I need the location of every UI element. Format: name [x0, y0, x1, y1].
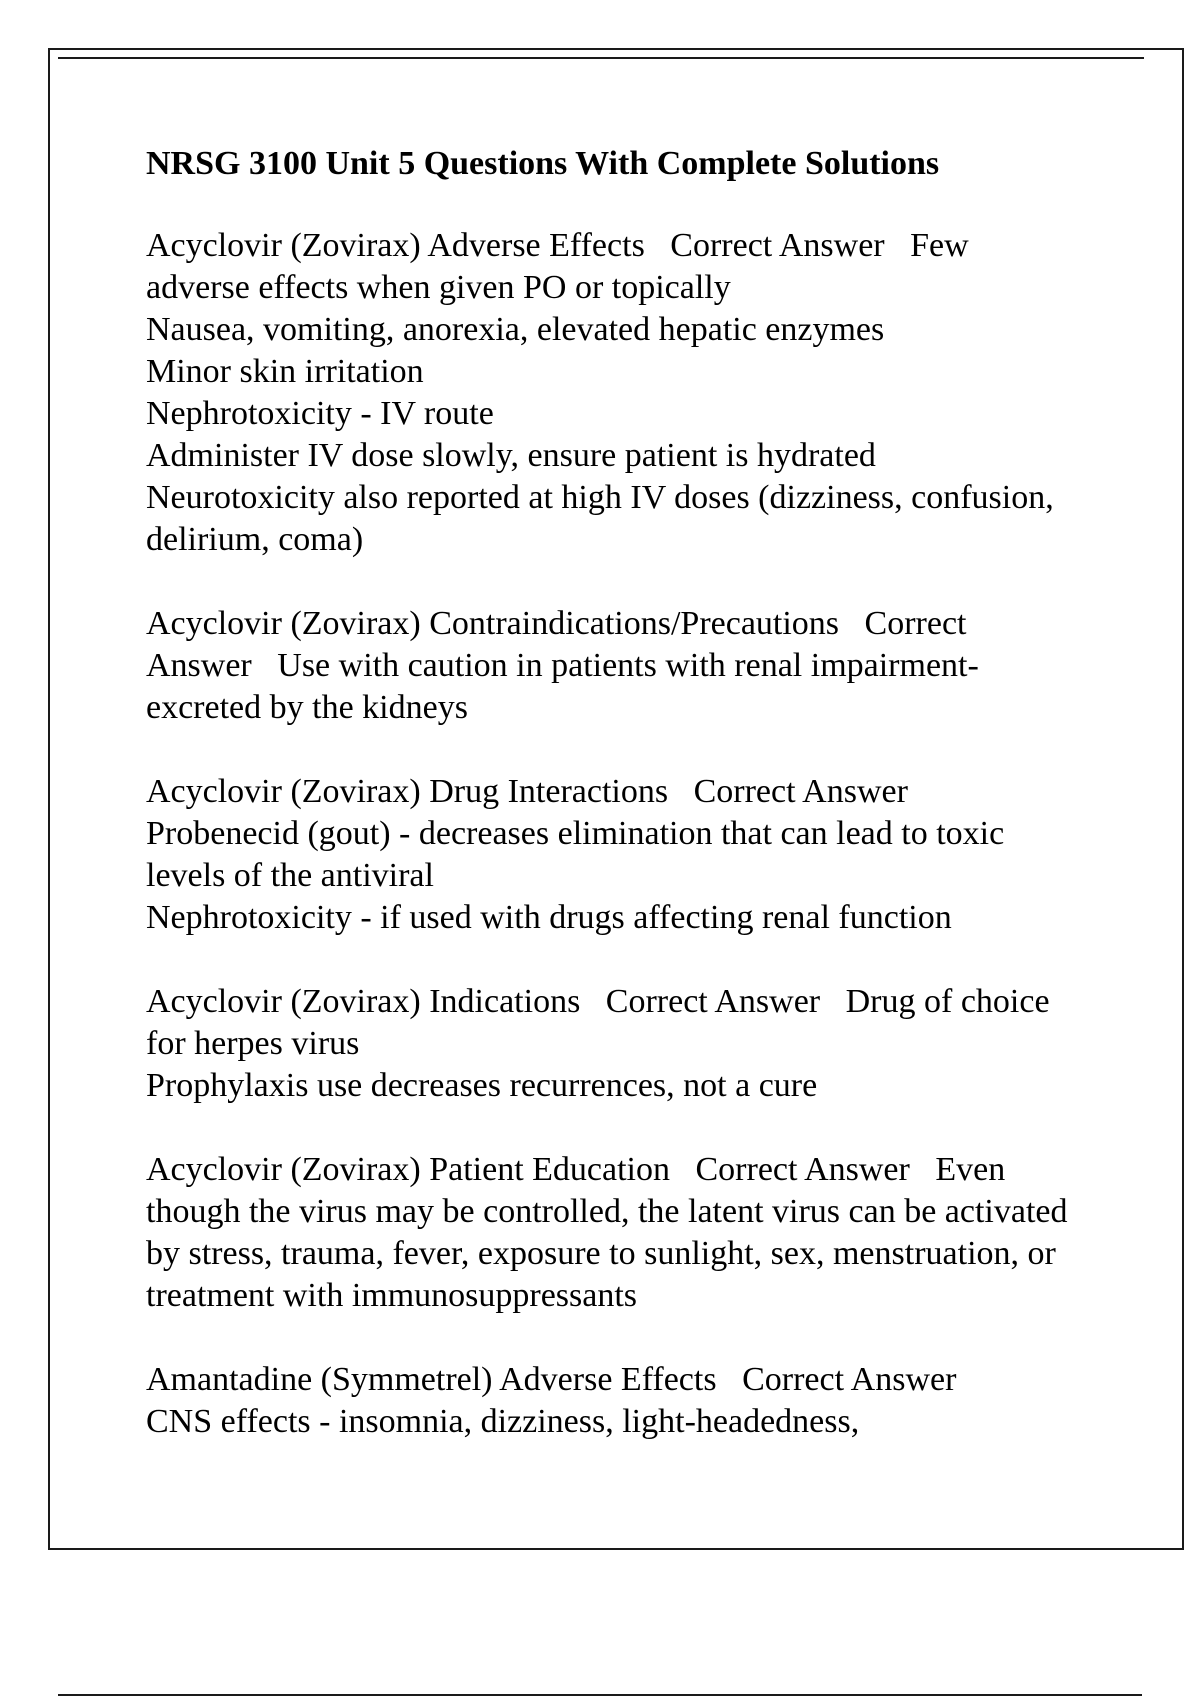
qa-entry [146, 1359, 1076, 1443]
qa-question [146, 1149, 1076, 1317]
answer-line: Prophylaxis use decreases recurrences, not a cure [146, 1067, 818, 1104]
answer-line: Nephrotoxicity - if used with drugs affecting renal function [146, 899, 952, 936]
qa-question [146, 981, 1076, 1065]
bottom-rule [58, 1694, 1142, 1696]
qa-entry [146, 603, 1076, 729]
document-body [146, 143, 1076, 1485]
top-rule [58, 57, 1144, 59]
answer-line: Probenecid (gout) - decreases elimination that can lead to toxic levels of the antiviral [146, 815, 1005, 894]
qa-question [146, 1359, 1076, 1401]
answer-line: Drug of choice for herpes virus [146, 983, 1050, 1062]
question-term: Acyclovir (Zovirax) Drug Interactions [146, 773, 669, 810]
document-title: NRSG 3100 Unit 5 Questions With Complete Solutions [146, 145, 940, 182]
answer-line: Administer IV dose slowly, ensure patient is hydrated [146, 437, 876, 474]
answer-line: Neurotoxicity also reported at high IV doses (dizziness, confusion, delirium, coma) [146, 479, 1054, 558]
correct-answer-label: Correct Answer [605, 983, 821, 1020]
question-term: Amantadine (Symmetrel) Adverse Effects [146, 1361, 717, 1398]
correct-answer-label: Correct Answer [695, 1151, 910, 1188]
answer-line: Minor skin irritation [146, 353, 424, 390]
qa-entry [146, 225, 1076, 561]
answer-line: CNS effects - insomnia, dizziness, light-headedness, [146, 1403, 860, 1440]
question-term: Acyclovir (Zovirax) Contraindications/Precautions [146, 605, 840, 642]
answer-line: Few adverse effects when given PO or topically [146, 227, 969, 306]
question-term: Acyclovir (Zovirax) Patient Education [146, 1151, 670, 1188]
correct-answer-label: Correct Answer [693, 773, 908, 810]
question-term: Acyclovir (Zovirax) Indications [146, 983, 581, 1020]
qa-entry [146, 981, 1076, 1107]
answer-line: Nausea, vomiting, anorexia, elevated hepatic enzymes [146, 311, 885, 348]
answer-line: Use with caution in patients with renal impairment- excreted by the kidneys [146, 647, 979, 726]
qa-question [146, 603, 1076, 729]
qa-entry [146, 1149, 1076, 1317]
qa-entry [146, 771, 1076, 939]
answer-line: Nephrotoxicity - IV route [146, 395, 494, 432]
question-term: Acyclovir (Zovirax) Adverse Effects [146, 227, 645, 264]
correct-answer-label: Correct Answer [742, 1361, 957, 1398]
qa-question [146, 771, 1076, 813]
correct-answer-label: Correct Answer [670, 227, 885, 264]
answer-line: Even though the virus may be controlled, the latent virus can be activated by stress, trauma, fever, exposure to sunlight, sex, menstruation, or treatment with immunosuppressants [146, 1151, 1068, 1314]
qa-question [146, 225, 1076, 309]
correct-answer-label: Correct Answer [146, 605, 967, 684]
